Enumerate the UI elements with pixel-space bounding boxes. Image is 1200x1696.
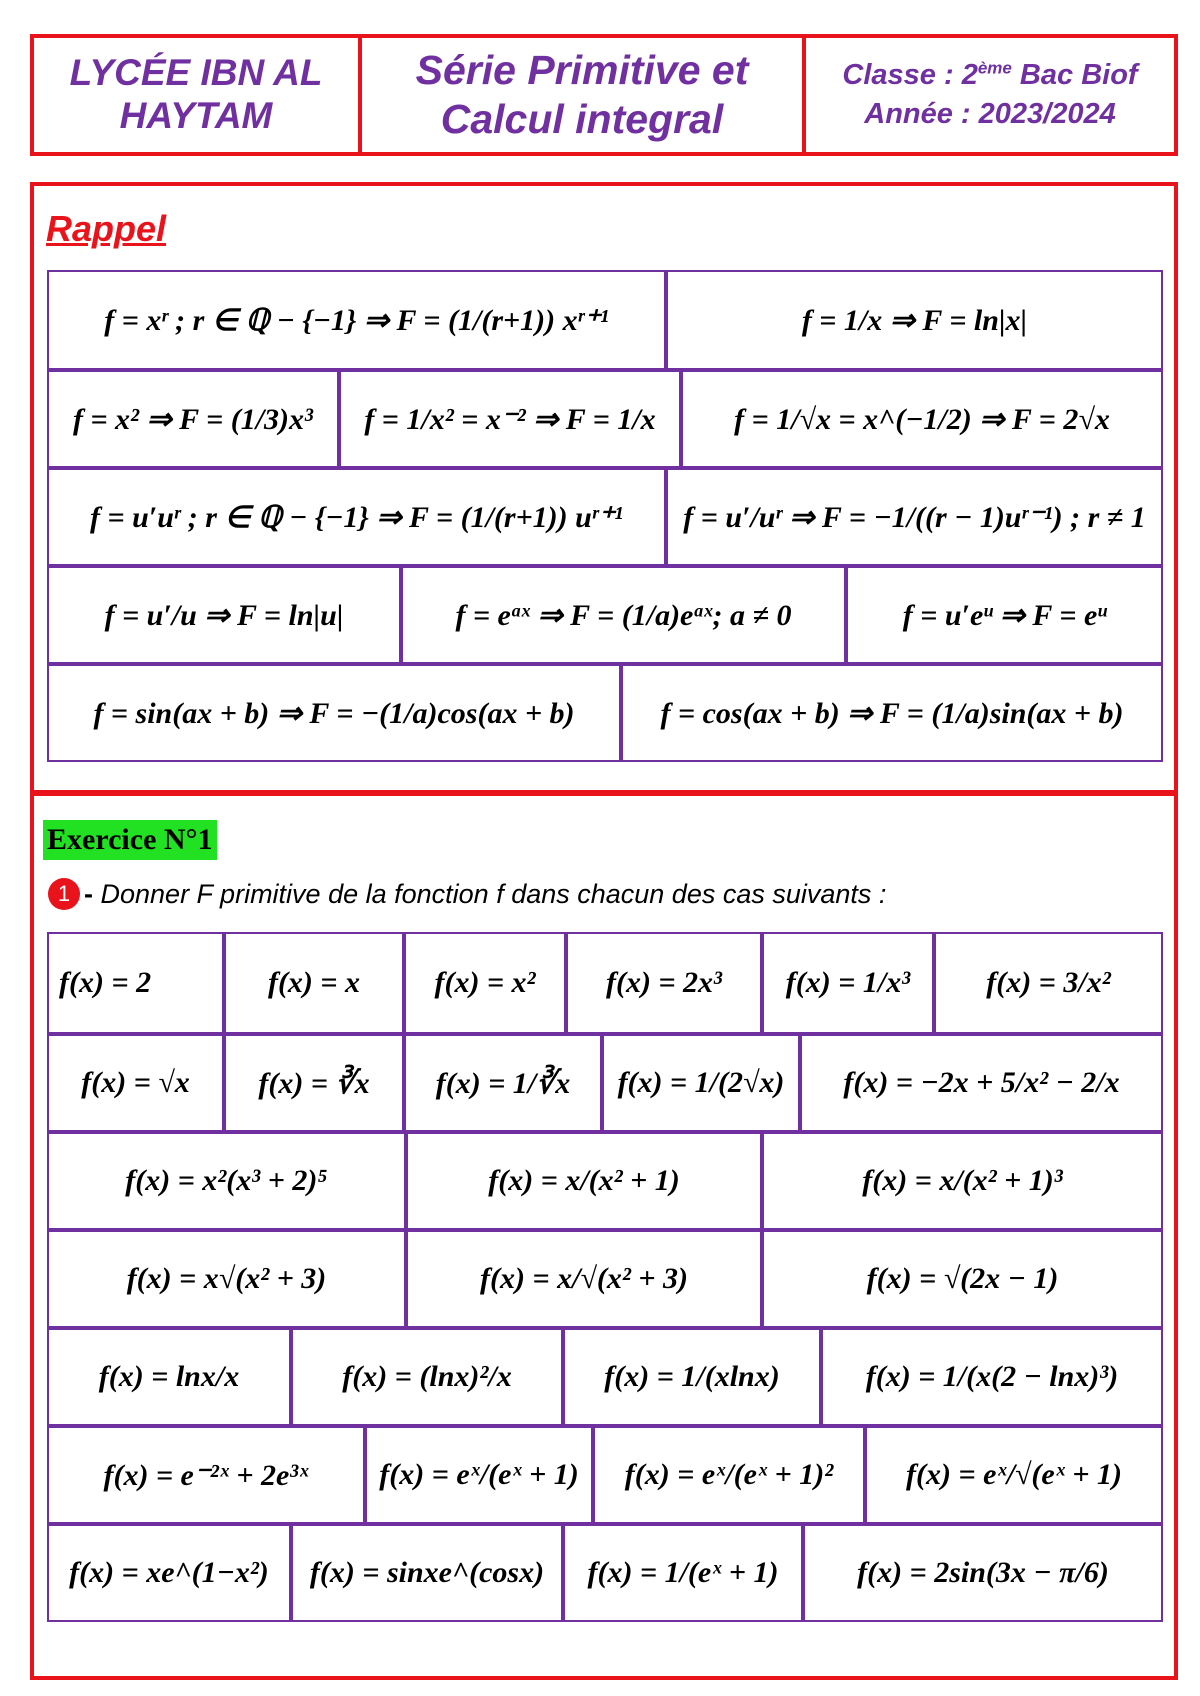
exercise-row <box>49 1130 1161 1228</box>
exercise-row <box>49 934 1161 1032</box>
class-prefix: Classe : 2 <box>842 58 978 91</box>
rappel-formula: f = cos(ax + b) ⇒ F = (1/a)sin(ax + b) <box>619 666 1161 760</box>
rappel-formula: f = 1/x ⇒ F = ln|x| <box>664 272 1161 368</box>
rappel-title: Rappel <box>46 208 167 249</box>
rappel-formula: f = eᵃˣ ⇒ F = (1/a)eᵃˣ; a ≠ 0 <box>399 568 844 662</box>
function-cell: f(x) = (lnx)²/x <box>289 1330 561 1424</box>
rappel-row <box>49 368 1161 466</box>
function-cell: f(x) = 2 <box>59 966 152 999</box>
document-title <box>362 38 806 152</box>
function-cell: f(x) = e⁻²ˣ + 2e³ˣ <box>103 1458 309 1492</box>
function-cell: f(x) = 3/x² <box>932 934 1161 1032</box>
exercise-row <box>49 1326 1161 1424</box>
school-name-line1: LYCÉE IBN AL <box>69 52 323 94</box>
function-cell: f(x) = sinxe^(cosx) <box>289 1526 561 1620</box>
rappel-formula: f = u′eᵘ ⇒ F = eᵘ <box>844 568 1161 662</box>
exercise-row <box>49 1032 1161 1130</box>
rappel-table <box>47 270 1163 762</box>
rappel-formula: f = x² ⇒ F = (1/3)x³ <box>72 402 314 436</box>
function-cell: f(x) = x/(x² + 1) <box>404 1134 760 1228</box>
question-text: Donner F primitive de la fonction f dans chacun des cas suivants : <box>100 878 887 909</box>
class-label <box>842 56 1137 95</box>
function-cell: f(x) = eˣ/(eˣ + 1) <box>363 1428 591 1522</box>
header <box>30 34 1178 156</box>
function-cell: f(x) = x/(x² + 1)³ <box>760 1134 1161 1228</box>
class-info <box>806 38 1174 152</box>
exercise-row <box>49 1522 1161 1620</box>
rappel-formula: f = u′/u ⇒ F = ln|u| <box>104 598 344 632</box>
school-name-line2: HAYTAM <box>119 95 273 136</box>
function-cell: f(x) = 1/(eˣ + 1) <box>561 1526 801 1620</box>
question-dash: - <box>84 878 101 909</box>
function-cell: f(x) = x <box>222 934 402 1032</box>
function-cell: f(x) = x²(x³ + 2)⁵ <box>125 1164 328 1197</box>
rappel-formula: f = sin(ax + b) ⇒ F = −(1/a)cos(ax + b) <box>93 696 575 730</box>
function-cell: f(x) = √(2x − 1) <box>760 1232 1161 1326</box>
function-cell: f(x) = −2x + 5/x² − 2/x <box>798 1036 1161 1130</box>
function-cell: f(x) = lnx/x <box>98 1360 240 1393</box>
function-cell: f(x) = x/√(x² + 3) <box>404 1232 760 1326</box>
function-cell: f(x) = 1/x³ <box>760 934 932 1032</box>
rappel-formula: f = 1/x² = x⁻² ⇒ F = 1/x <box>337 372 679 466</box>
exercise-row <box>49 1228 1161 1326</box>
function-cell: f(x) = 2sin(3x − π/6) <box>801 1526 1161 1620</box>
question <box>48 878 886 910</box>
function-cell: f(x) = eˣ/√(eˣ + 1) <box>863 1428 1161 1522</box>
document-title-line1: Série Primitive et <box>415 46 749 93</box>
rappel-row <box>49 272 1161 368</box>
class-sup: ème <box>977 58 1012 78</box>
rappel-formula: f = xʳ ; r ∈ ℚ − {−1} ⇒ F = (1/(r+1)) xʳ⁺¹ <box>104 303 609 337</box>
question-number-badge: 1 <box>48 878 80 910</box>
exercise-table <box>47 932 1163 1622</box>
function-cell: f(x) = ∛x <box>222 1036 402 1130</box>
rappel-formula: f = u′uʳ ; r ∈ ℚ − {−1} ⇒ F = (1/(r+1)) uʳ⁺¹ <box>90 500 623 534</box>
function-cell: f(x) = xe^(1−x²) <box>69 1556 269 1589</box>
exercise-title: Exercice N°1 <box>43 820 217 860</box>
function-cell: f(x) = 1/(xlnx) <box>561 1330 819 1424</box>
rappel-formula: f = u′/uʳ ⇒ F = −1/((r − 1)uʳ⁻¹) ; r ≠ 1 <box>664 470 1161 564</box>
school-year: Année : 2023/2024 <box>864 98 1116 130</box>
function-cell: f(x) = x² <box>402 934 564 1032</box>
function-cell: f(x) = 1/(2√x) <box>600 1036 798 1130</box>
function-cell: f(x) = 1/∛x <box>402 1036 600 1130</box>
school-name <box>34 38 362 152</box>
rappel-row <box>49 466 1161 564</box>
rappel-row <box>49 564 1161 662</box>
function-cell: f(x) = 1/(x(2 − lnx)³) <box>819 1330 1161 1424</box>
class-suffix: Bac Biof <box>1011 58 1138 91</box>
exercise-row <box>49 1424 1161 1522</box>
document-title-line2: Calcul integral <box>440 96 724 142</box>
function-cell: f(x) = 2x³ <box>564 934 760 1032</box>
rappel-section <box>30 182 1178 794</box>
rappel-formula: f = 1/√x = x^(−1/2) ⇒ F = 2√x <box>679 372 1161 466</box>
function-cell: f(x) = eˣ/(eˣ + 1)² <box>591 1428 863 1522</box>
function-cell: f(x) = √x <box>81 1066 190 1099</box>
exercise-section <box>30 792 1178 1680</box>
rappel-row <box>49 662 1161 760</box>
function-cell: f(x) = x√(x² + 3) <box>126 1262 327 1295</box>
